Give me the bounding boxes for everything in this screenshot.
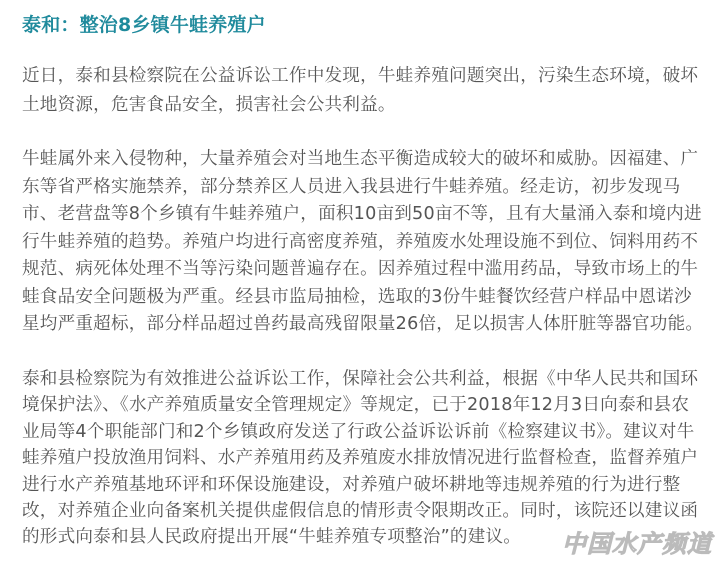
- text-line: 行牛蛙养殖的趋势。养殖户均进行高密度养殖，养殖废水处理设施不到位、饲料用药不: [22, 231, 699, 252]
- article-title: 泰和：整治8乡镇牛蛙养殖户: [22, 14, 266, 36]
- text-line: 进行水产养殖基地环评和环保设施建设，对养殖户破坏耕地等违规养殖的行为进行整: [22, 474, 681, 495]
- text-line: 的形式向泰和县人民政府提出开展“牛蛙养殖专项整治”的建议。: [22, 527, 522, 548]
- text-line: 土地资源，危害食品安全，损害社会公共利益。: [22, 95, 396, 115]
- text-line: 改，对养殖企业向备案机关提供虚假信息的情形责令限期改正。同时，该院还以建议函: [22, 501, 699, 522]
- text-line: 泰和县检察院为有效推进公益诉讼工作，保障社会公共利益，根据《中华人民共和国环: [22, 369, 699, 389]
- watermark-logo: [562, 524, 712, 559]
- text-line: 业局等4个职能部门和2个乡镇政府发送了行政公益诉讼诉前《检察建议书》。建议对牛: [22, 421, 695, 442]
- text-line: 境保护法》、《水产养殖质量安全管理规定》等规定，已于2018年12月3日向泰和县农: [22, 395, 690, 416]
- text-line: 东等省严格实施禁养，部分禁养区人员进入我县进行牛蛙养殖。经走访，初步发现马: [22, 176, 681, 197]
- text-line: 星均严重超标，部分样品超过兽药最高残留限量26倍，足以损害人体肝脏等器官功能。: [22, 314, 704, 334]
- text-line: 蛙养殖户投放渔用饲料、水产养殖用药及养殖废水排放情况进行监督检查，监督养殖户: [22, 448, 699, 469]
- text-line: 近日，泰和县检察院在公益诉讼工作中发现，牛蛙养殖问题突出，污染生态环境，破坏: [22, 66, 699, 86]
- paragraph-1: [22, 62, 712, 120]
- paragraph-2: [22, 146, 712, 339]
- text-line: 市、老营盘等8个乡镇有牛蛙养殖户，面积10亩到50亩不等，且有大量涌入泰和境内进: [22, 204, 702, 224]
- watermark-text: 中国水产频道: [562, 530, 712, 558]
- text-line: 牛蛙属外来入侵物种，大量养殖会对当地生态平衡造成较大的破坏和威胁。因福建、广: [22, 149, 699, 169]
- text-line: 规范、病死体处理不当等污染问题普遍存在。因养殖过程中滥用药品，导致市场上的牛: [22, 259, 699, 279]
- text-line: 蛙食品安全问题极为严重。经县市监局抽检，选取的3份牛蛙餐饮经营户样品中恩诺沙: [22, 286, 692, 307]
